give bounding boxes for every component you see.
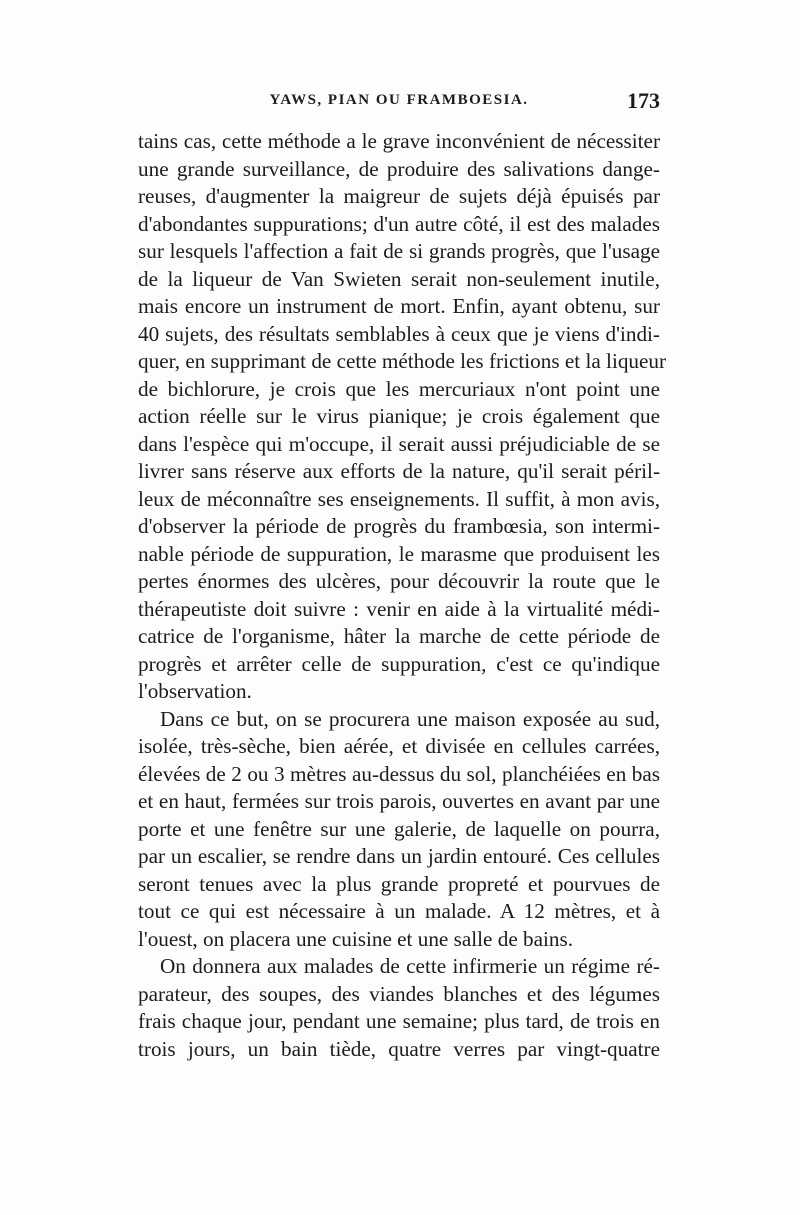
text-line: élevées de 2 ou 3 mètres au-dessus du sol, planchéiées en bas bbox=[138, 761, 660, 786]
text-line: seront tenues avec la plus grande propreté et pourvues de bbox=[138, 871, 660, 896]
text-line: tout ce qui est nécessaire à un malade. A 12 mètres, et à bbox=[138, 899, 660, 923]
text-line: et en haut, fermées sur trois parois, ouvertes en avant par une bbox=[138, 789, 660, 813]
text-line: livrer sans réserve aux efforts de la nature, qu'il serait péril- bbox=[138, 459, 660, 483]
running-head bbox=[138, 88, 660, 120]
text-line: de la liqueur de Van Swieten serait non-seulement inutile, bbox=[138, 266, 660, 291]
text-line: leux de méconnaître ses enseignements. Il suffit, à mon avis, bbox=[138, 486, 660, 511]
text-line: catrice de l'organisme, hâter la marche de cette période de bbox=[138, 624, 660, 648]
text-line: trois jours, un bain tiède, quatre verres par vingt-quatre bbox=[138, 1036, 660, 1061]
text-line: quer, en supprimant de cette méthode les frictions et la liqueur bbox=[138, 349, 667, 373]
text-line: pertes énormes des ulcères, pour découvrir la route que le bbox=[138, 569, 660, 593]
text-line: reuses, d'augmenter la maigreur de sujets déjà épuisés par bbox=[138, 184, 660, 208]
body-text bbox=[138, 128, 667, 1063]
running-title: YAWS, PIAN OU FRAMBOESIA. bbox=[269, 92, 529, 108]
text-line: nable période de suppuration, le marasme que produisent les bbox=[138, 541, 660, 566]
text-line: mais encore un instrument de mort. Enfin, ayant obtenu, sur bbox=[138, 294, 660, 318]
text-line: une grande surveillance, de produire des salivations dange- bbox=[138, 156, 660, 181]
text-line: progrès et arrêter celle de suppuration, c'est ce qu'indique bbox=[138, 651, 660, 676]
text-line: On donnera aux malades de cette infirmerie un régime ré- bbox=[160, 954, 660, 978]
text-line: l'ouest, on placera une cuisine et une salle de bains. bbox=[138, 926, 574, 951]
text-line: 40 sujets, des résultats semblables à ceux que je viens d'indi- bbox=[138, 321, 660, 346]
text-line: parateur, des soupes, des viandes blanches et des légumes bbox=[138, 981, 660, 1006]
text-line: porte et une fenêtre sur une galerie, de laquelle on pourra, bbox=[138, 816, 660, 841]
text-line: Dans ce but, on se procurera une maison exposée au sud, bbox=[160, 706, 660, 731]
text-line: thérapeutiste doit suivre : venir en aide à la virtualité médi- bbox=[138, 596, 660, 621]
text-line: d'abondantes suppurations; d'un autre côté, il est des malades bbox=[138, 211, 660, 236]
text-line: de bichlorure, je crois que les mercuriaux n'ont point une bbox=[138, 376, 660, 401]
text-line: l'observation. bbox=[138, 679, 252, 703]
text-line: d'observer la période de progrès du frambœsia, son intermi- bbox=[138, 514, 660, 538]
text-line: action réelle sur le virus pianique; je crois également que bbox=[138, 404, 660, 428]
text-line: par un escalier, se rendre dans un jardin entouré. Ces cellules bbox=[138, 844, 660, 868]
text-line: dans l'espèce qui m'occupe, il serait aussi préjudiciable de se bbox=[138, 431, 660, 456]
text-line: frais chaque jour, pendant une semaine; plus tard, de trois en bbox=[138, 1009, 660, 1033]
text-line: tains cas, cette méthode a le grave inconvénient de nécessiter bbox=[138, 129, 660, 153]
page-number: 173 bbox=[627, 88, 660, 113]
text-line: sur lesquels l'affection a fait de si grands progrès, que l'usage bbox=[138, 239, 660, 263]
text-line: isolée, très-sèche, bien aérée, et divisée en cellules carrées, bbox=[138, 734, 660, 758]
